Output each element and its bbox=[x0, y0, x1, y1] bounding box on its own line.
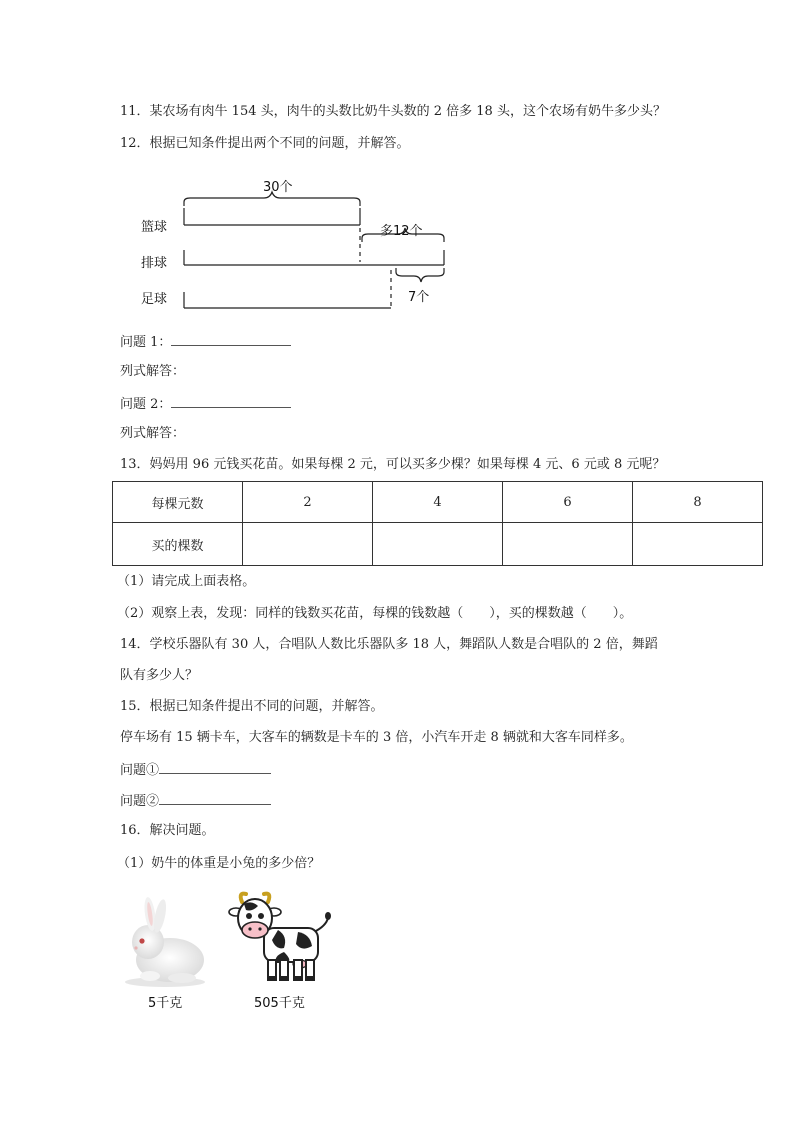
question-12: 12．根据已知条件提出两个不同的问题，并解答。 bbox=[120, 136, 410, 151]
table-header-quantity: 买的棵数 bbox=[113, 523, 243, 566]
cow-weight: 505千克 bbox=[254, 996, 305, 1011]
segment-diagram bbox=[130, 170, 470, 320]
table-cell: 2 bbox=[243, 482, 373, 523]
q15-question-1-label: 问题① bbox=[120, 763, 160, 778]
q12-question-2-label: 问题 2： bbox=[120, 397, 172, 412]
cow-icon bbox=[228, 890, 338, 990]
q15-question-1-blank[interactable] bbox=[159, 761, 271, 774]
q15-question-2-row bbox=[120, 792, 271, 810]
question-14-line-2: 队有多少人？ bbox=[120, 668, 199, 683]
q12-question-2-blank[interactable] bbox=[171, 395, 291, 408]
question-13: 13．妈妈用 96 元钱买花苗。如果每棵 2 元，可以买多少棵？如果每棵 4 元、6 元或 8 元呢？ bbox=[120, 457, 666, 472]
question-16: 16．解决问题。 bbox=[120, 823, 215, 838]
rabbit-icon bbox=[120, 890, 210, 990]
table-header-price: 每棵元数 bbox=[113, 482, 243, 523]
label-30: 30个 bbox=[263, 180, 293, 195]
price-quantity-table bbox=[112, 481, 763, 566]
q12-question-1-label: 问题 1： bbox=[120, 335, 172, 350]
q13-part-1: （1）请完成上面表格。 bbox=[117, 574, 256, 589]
row-label-football: 足球 bbox=[141, 292, 168, 307]
question-14-line-1: 14．学校乐器队有 30 人，合唱队人数比乐器队多 18 人，舞蹈队人数是合唱队的 2 倍，舞蹈 bbox=[120, 637, 658, 652]
q12-answer-1: 列式解答： bbox=[120, 364, 186, 379]
table-empty-cell[interactable] bbox=[373, 523, 503, 566]
label-more-12: 多12个 bbox=[380, 224, 423, 239]
q12-question-2-row bbox=[120, 395, 291, 413]
row-label-basketball: 篮球 bbox=[141, 220, 168, 235]
q15-question-2-label: 问题② bbox=[120, 794, 160, 809]
table-empty-cell[interactable] bbox=[503, 523, 633, 566]
q15-question-1-row bbox=[120, 761, 271, 779]
question-11: 11．某农场有肉牛 154 头，肉牛的头数比奶牛头数的 2 倍多 18 头，这个农场有奶牛多少头？ bbox=[120, 104, 666, 119]
table-row bbox=[113, 482, 763, 523]
brace-less bbox=[396, 268, 444, 282]
rabbit-picture bbox=[120, 890, 210, 1015]
table-empty-cell[interactable] bbox=[243, 523, 373, 566]
row-label-volleyball: 排球 bbox=[141, 256, 168, 271]
q12-question-1-blank[interactable] bbox=[171, 333, 291, 346]
q12-question-1-row bbox=[120, 333, 291, 351]
q13-part-2: （2）观察上表，发现：同样的钱数买花苗，每棵的钱数越（ ），买的棵数越（ ）。 bbox=[117, 606, 633, 621]
table-cell: 4 bbox=[373, 482, 503, 523]
table-row bbox=[113, 523, 763, 566]
q12-answer-2: 列式解答： bbox=[120, 426, 186, 441]
question-15: 15．根据已知条件提出不同的问题，并解答。 bbox=[120, 699, 384, 714]
q15-condition: 停车场有 15 辆卡车，大客车的辆数是卡车的 3 倍，小汽车开走 8 辆就和大客车同样多。 bbox=[120, 730, 633, 745]
cow-picture bbox=[228, 890, 338, 1015]
table-cell: 6 bbox=[503, 482, 633, 523]
label-7: 7个 bbox=[408, 290, 430, 305]
q16-part-1: （1）奶牛的体重是小兔的多少倍？ bbox=[117, 856, 321, 871]
table-empty-cell[interactable] bbox=[633, 523, 763, 566]
q15-question-2-blank[interactable] bbox=[159, 792, 271, 805]
table-cell: 8 bbox=[633, 482, 763, 523]
rabbit-weight: 5千克 bbox=[148, 996, 183, 1011]
